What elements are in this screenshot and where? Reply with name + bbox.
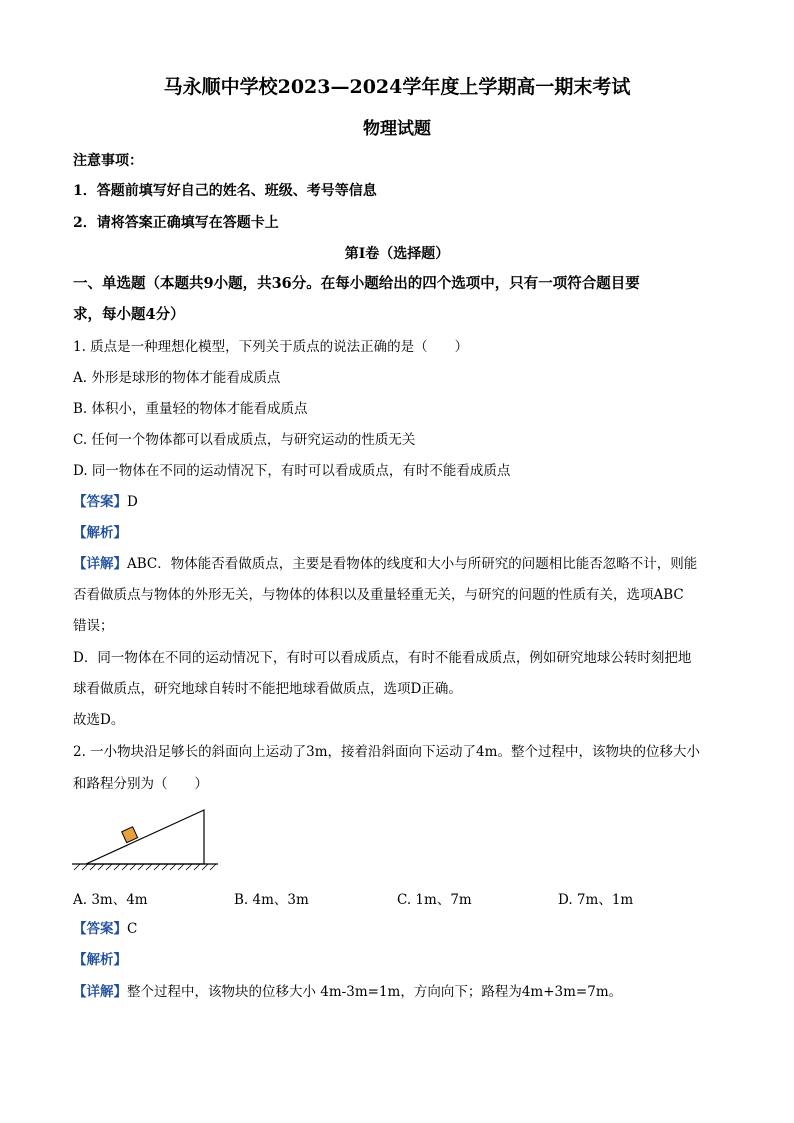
option-a: A. 3m、4m bbox=[73, 892, 148, 908]
option-d: D. 7m、1m bbox=[558, 892, 634, 908]
section-heading: 一、单选题（本题共9小题，共36分。在每小题给出的四个选项中，只有一项符合题目要 bbox=[73, 275, 640, 292]
block-shape bbox=[122, 827, 138, 843]
question-stem-cont: 和路程分别为（ ） bbox=[73, 776, 208, 792]
q2-options bbox=[73, 888, 673, 908]
detail-text: 整个过程中，该物块的位移大小 4m-3m=1m，方向向下；路程为4m+3m=7m。 bbox=[127, 984, 623, 1000]
answer-line bbox=[73, 919, 137, 939]
answer-tag: 【答案】 bbox=[73, 494, 127, 510]
section-heading-cont: 求，每小题4分） bbox=[73, 306, 185, 323]
detail-text: 球看做质点，研究地球自转时不能把地球看做质点，选项D正确。 bbox=[73, 681, 462, 697]
ground-hatch bbox=[74, 864, 216, 870]
answer-value: C bbox=[127, 921, 138, 937]
detail-tag: 【详解】 bbox=[73, 984, 127, 1000]
detail-text: 否看做质点与物体的外形无关，与物体的体积以及重量轻重无关，与研究的问题的性质有关，选项ABC bbox=[73, 587, 684, 603]
volume-title: 第Ⅰ卷（选择题） bbox=[344, 246, 450, 262]
incline-diagram bbox=[70, 806, 220, 876]
analysis-line bbox=[73, 523, 127, 543]
option-a: A. 外形是球形的物体才能看成质点 bbox=[73, 370, 281, 386]
exam-title: 马永顺中学校2023—2024学年度上学期高一期末考试 bbox=[163, 76, 631, 98]
notes-heading: 注意事项： bbox=[73, 153, 143, 169]
detail-text: 错误； bbox=[73, 618, 114, 634]
answer-value: D bbox=[127, 494, 138, 510]
note-item: 2．请将答案正确填写在答题卡上 bbox=[73, 215, 279, 231]
incline-triangle bbox=[86, 810, 204, 864]
analysis-tag: 【解析】 bbox=[73, 525, 127, 541]
analysis-line bbox=[73, 950, 127, 970]
answer-tag: 【答案】 bbox=[73, 921, 127, 937]
detail-line bbox=[73, 982, 622, 1002]
detail-text: ABC．物体能否看做质点，主要是看物体的线度和大小与所研究的问题相比能否忽略不计，则能 bbox=[127, 556, 698, 572]
detail-line bbox=[73, 554, 697, 574]
detail-text: 故选D。 bbox=[73, 712, 125, 728]
exam-subtitle: 物理试题 bbox=[363, 119, 431, 139]
option-c: C. 任何一个物体都可以看成质点，与研究运动的性质无关 bbox=[73, 432, 416, 448]
analysis-tag: 【解析】 bbox=[73, 952, 127, 968]
question-stem: 1. 质点是一种理想化模型，下列关于质点的说法正确的是（ ） bbox=[73, 339, 469, 355]
answer-line bbox=[73, 492, 138, 512]
note-item: 1．答题前填写好自己的姓名、班级、考号等信息 bbox=[73, 183, 377, 199]
option-b: B. 4m、3m bbox=[234, 892, 309, 908]
question-stem: 2. 一小物块沿足够长的斜面向上运动了3m，接着沿斜面向下运动了4m。整个过程中，该物块的位移大小 bbox=[73, 744, 700, 760]
detail-text: D．同一物体在不同的运动情况下，有时可以看成质点，有时不能看成质点，例如研究地球公转时刻把地 bbox=[73, 650, 692, 666]
option-c: C. 1m、7m bbox=[397, 892, 472, 908]
option-b: B. 体积小，重量轻的物体才能看成质点 bbox=[73, 401, 308, 417]
option-d: D. 同一物体在不同的运动情况下，有时可以看成质点，有时不能看成质点 bbox=[73, 463, 511, 479]
detail-tag: 【详解】 bbox=[73, 556, 127, 572]
